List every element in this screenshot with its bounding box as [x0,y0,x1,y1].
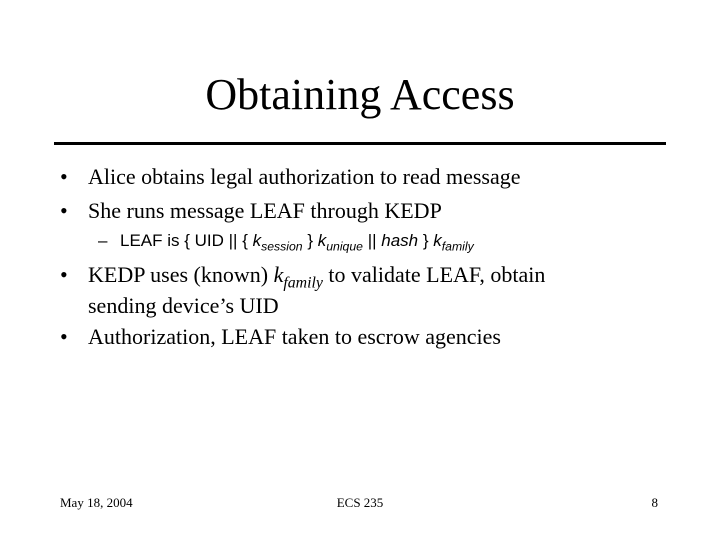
formula-text: || [362,231,382,250]
bullet-marker: • [60,198,68,223]
footer-page-number: 8 [651,495,658,510]
bullet-text [88,260,545,290]
formula-subscript: unique [326,239,363,254]
formula-k: k [273,262,284,287]
footer-course: ECS 235 [336,495,384,510]
bullet-text: sending device’s UID [88,293,279,318]
title-divider [54,142,666,145]
slide-title: Obtaining Access [205,70,515,119]
bullet-text: Alice obtains legal authorization to read message [88,164,521,189]
formula-k: k [252,231,262,250]
leaf-formula [120,228,474,254]
bullet-text-segment: to validate LEAF, obtain [322,262,546,287]
formula-hash: hash [381,231,419,250]
formula-text: } [302,231,318,250]
bullet-text: She runs message LEAF through KEDP [88,198,442,223]
formula-subscript: family [441,239,474,254]
formula-subscript: session [261,239,303,254]
formula-k: k [433,231,442,250]
footer-date: May 18, 2004 [60,495,133,510]
sub-bullet-marker: – [98,231,108,250]
bullet-marker: • [60,164,68,189]
bullet-marker: • [60,324,68,349]
formula-text: LEAF is { UID || { [120,231,253,250]
bullet-marker: • [60,262,68,287]
bullet-text: Authorization, LEAF taken to escrow agencies [88,324,501,349]
bullet-text-segment: KEDP uses (known) [88,262,274,287]
formula-k: k [317,231,327,250]
formula-text: } [418,231,434,250]
formula-subscript: family [283,274,323,292]
